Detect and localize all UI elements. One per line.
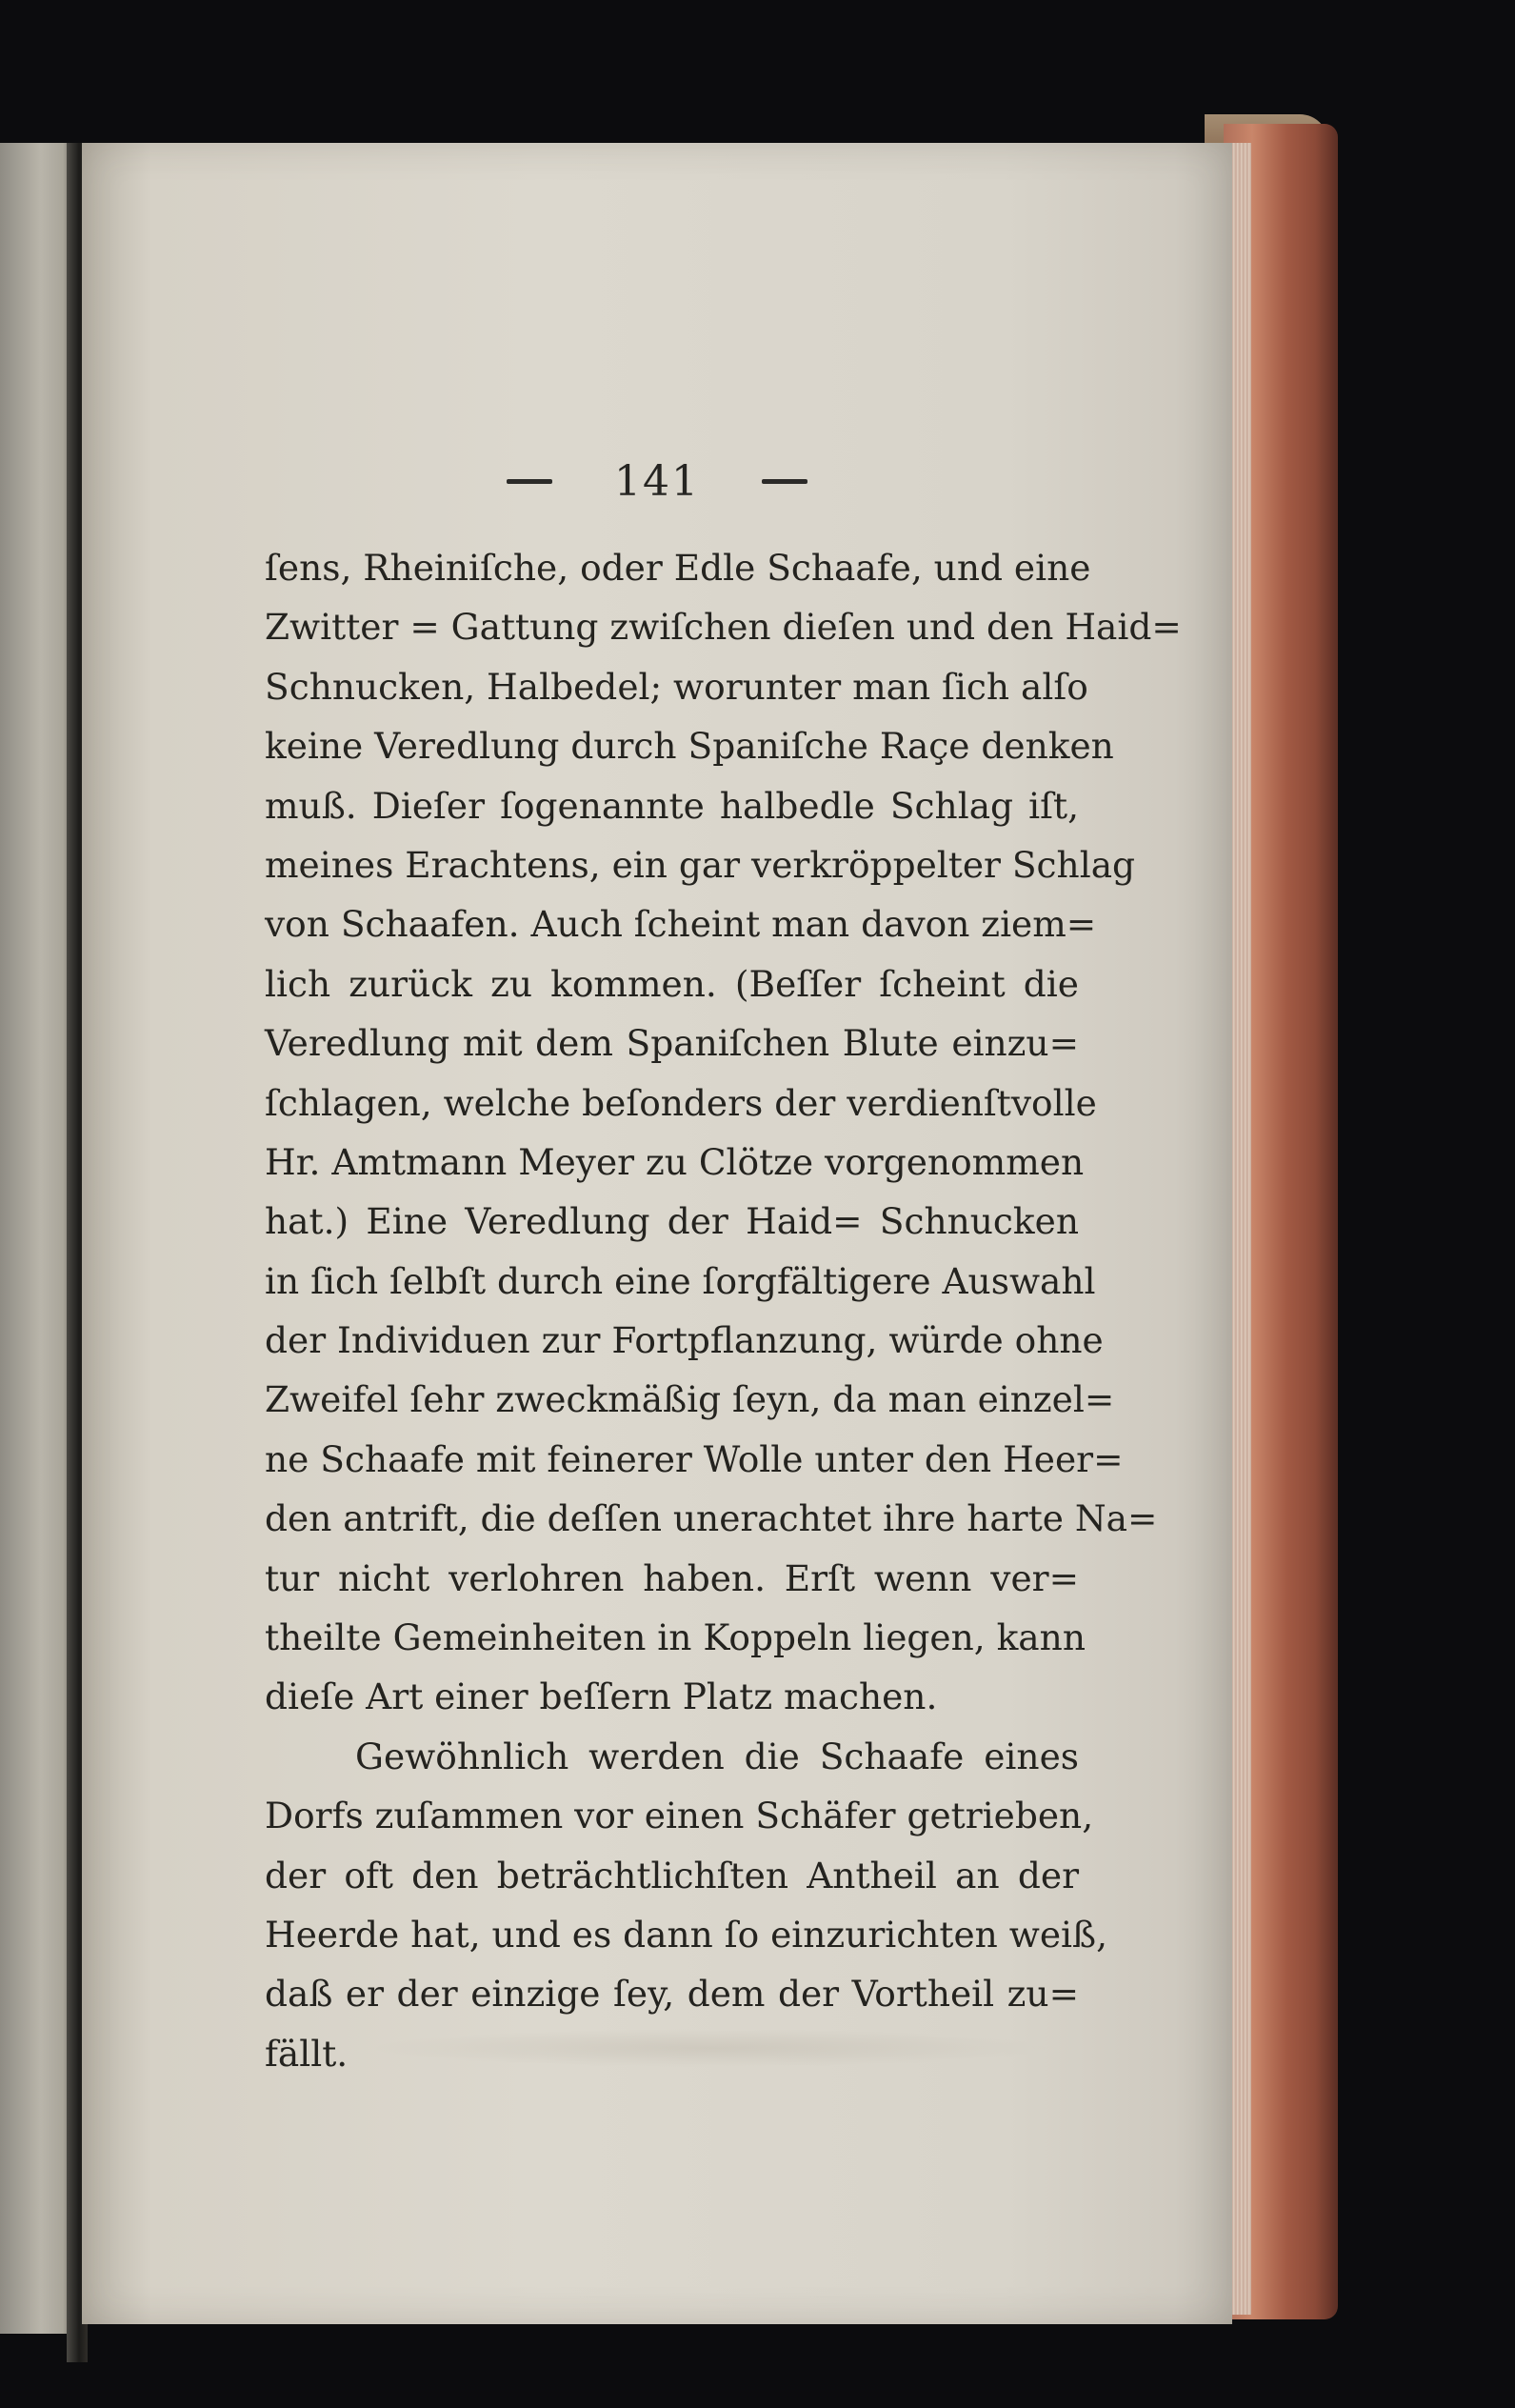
text-line: ſchlagen, welche beſonders der verdienſtvolle: [265, 1081, 1097, 1124]
header-dash-left: [507, 479, 552, 484]
text-line: hat.) Eine Veredlung der Haid= Schnucken: [265, 1200, 1079, 1243]
text-line: Heerde hat, und es dann ſo einzurichten weiß,: [265, 1913, 1108, 1956]
text-line: Zweifel ſehr zweckmäßig ſeyn, da man einzel=: [265, 1378, 1115, 1421]
text-line: in ſich ſelbſt durch eine ſorgfältigere Auswahl: [265, 1259, 1096, 1302]
book-page: [82, 143, 1232, 2324]
header-dash-right: [762, 479, 807, 484]
text-line: der oft den beträchtlichſten Antheil an der: [265, 1854, 1079, 1896]
faded-print-smudge: [368, 2029, 1053, 2067]
text-line: meines Erachtens, ein gar verkröppelter Schlag: [265, 843, 1136, 886]
text-line: muß. Dieſer ſogenannte halbedle Schlag iſt,: [265, 784, 1079, 827]
text-line: der Individuen zur Fortpflanzung, würde ohne: [265, 1319, 1104, 1362]
text-line: von Schaafen. Auch ſcheint man davon ziem=: [265, 903, 1097, 946]
text-line: ſens, Rheiniſche, oder Edle Schaafe, und eine: [265, 547, 1091, 589]
text-line: Veredlung mit dem Spaniſchen Blute einzu=: [265, 1022, 1079, 1065]
text-line: dieſe Art einer beſſern Platz machen.: [265, 1676, 938, 1718]
text-line: theilte Gemeinheiten in Koppeln liegen, kann: [265, 1616, 1086, 1659]
text-line: fällt.: [265, 2032, 349, 2075]
text-line: Gewöhnlich werden die Schaafe eines: [355, 1735, 1079, 1777]
text-line: tur nicht verlohren haben. Erſt wenn ver=: [265, 1556, 1079, 1599]
text-line: Dorfs zuſammen vor einen Schäfer getrieben,: [265, 1795, 1094, 1837]
facing-page-edge: [0, 143, 74, 2334]
text-line: Schnucken, Halbedel; worunter man ſich alſo: [265, 665, 1088, 708]
body-text: [265, 538, 1182, 2083]
page-header: [82, 452, 1232, 510]
text-line: ne Schaafe mit feinerer Wolle unter den Heer=: [265, 1437, 1124, 1480]
text-line: den antrift, die deſſen unerachtet ihre harte Na=: [265, 1497, 1158, 1540]
text-line: Hr. Amtmann Meyer zu Clötze vorgenommen: [265, 1140, 1085, 1183]
text-line: daß er der einzige ſey, dem der Vortheil zu=: [265, 1973, 1079, 2016]
text-line: keine Veredlung durch Spaniſche Raçe denken: [265, 725, 1114, 768]
text-line: lich zurück zu kommen. (Beſſer ſcheint die: [265, 962, 1079, 1005]
text-line: Zwitter = Gattung zwiſchen dieſen und den Haid=: [265, 606, 1182, 649]
page-number: 141: [614, 456, 700, 506]
